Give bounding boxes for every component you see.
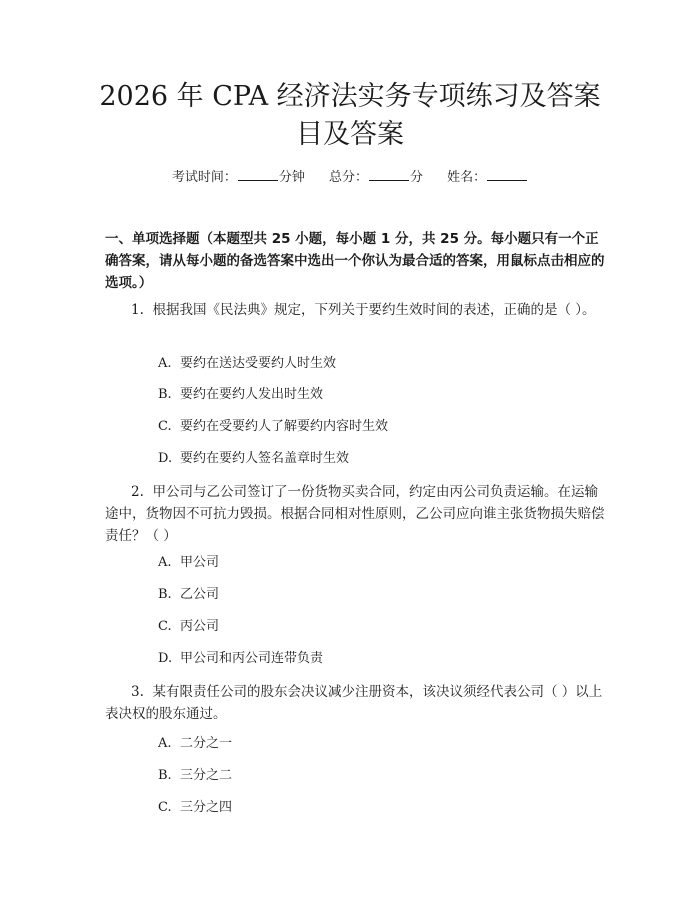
question-number: 3. — [131, 684, 144, 700]
option-3c[interactable] — [158, 798, 232, 818]
option-1a[interactable] — [158, 354, 336, 374]
question-text: 甲公司与乙公司签订了一份货物买卖合同，约定由丙公司负责运输。在运输途中，货物因不可抗力毁损。根据合同相对性原则，乙公司应向谁主张货物损失赔偿责任？（ ） — [105, 484, 605, 544]
option-text: 丙公司 — [180, 619, 220, 634]
name-field — [447, 168, 528, 188]
option-text: 三分之二 — [180, 768, 233, 783]
exam-meta — [0, 168, 700, 188]
score-unit: 分 — [410, 170, 424, 185]
score-label: 总分： — [328, 170, 368, 185]
option-letter: C. — [158, 800, 172, 815]
option-text: 三分之四 — [180, 800, 233, 815]
option-text: 二分之一 — [180, 736, 233, 751]
time-unit: 分钟 — [278, 170, 305, 185]
option-2c[interactable] — [158, 617, 219, 637]
option-text: 乙公司 — [180, 587, 220, 602]
question-3 — [105, 681, 605, 725]
question-number: 2. — [131, 484, 144, 500]
option-letter: A. — [158, 555, 172, 570]
option-text: 甲公司和丙公司连带负责 — [180, 651, 324, 666]
option-letter: B. — [158, 587, 172, 602]
option-letter: C. — [158, 619, 172, 634]
option-2a[interactable] — [158, 553, 219, 573]
option-text: 要约在送达受要约人时生效 — [180, 356, 337, 371]
question-1 — [105, 299, 605, 321]
option-letter: A. — [158, 356, 172, 371]
score-blank — [369, 168, 409, 181]
option-2b[interactable] — [158, 585, 219, 605]
question-number: 1. — [131, 302, 144, 318]
option-text: 要约在受要约人了解要约内容时生效 — [180, 419, 389, 434]
exam-time-field — [172, 168, 305, 188]
option-letter: C. — [158, 419, 172, 434]
time-blank — [238, 168, 278, 181]
option-letter: A. — [158, 736, 172, 751]
option-text: 要约在要约人签名盖章时生效 — [180, 451, 350, 466]
option-text: 甲公司 — [180, 555, 220, 570]
option-3b[interactable] — [158, 766, 232, 786]
total-score-field — [329, 168, 423, 188]
name-blank — [487, 168, 527, 181]
option-1d[interactable] — [158, 449, 349, 469]
option-letter: D. — [158, 651, 173, 666]
time-label: 考试时间： — [171, 170, 237, 185]
option-1b[interactable] — [158, 385, 323, 405]
page-title: 2026 年 CPA 经济法实务专项练习及答案目及答案 — [99, 81, 601, 150]
option-1c[interactable] — [158, 417, 388, 437]
name-label: 姓名： — [447, 170, 487, 185]
option-text: 要约在要约人发出时生效 — [180, 387, 324, 402]
option-letter: D. — [158, 451, 173, 466]
option-letter: B. — [158, 387, 172, 402]
question-text: 某有限责任公司的股东会决议减少注册资本，该决议须经代表公司（ ）以上表决权的股东通过。 — [105, 684, 603, 722]
option-3a[interactable] — [158, 734, 232, 754]
question-text: 根据我国《民法典》规定，下列关于要约生效时间的表述，正确的是（ ）。 — [152, 302, 596, 318]
option-letter: B. — [158, 768, 172, 783]
question-2 — [105, 481, 605, 547]
option-2d[interactable] — [158, 649, 323, 669]
section-heading: 一、单项选择题（本题型共 25 小题，每小题 1 分，共 25 分。每小题只有一个正确答案，请从每小题的备选答案中选出一个你认为最合适的答案，用鼠标点击相应的选项。） — [105, 231, 605, 291]
